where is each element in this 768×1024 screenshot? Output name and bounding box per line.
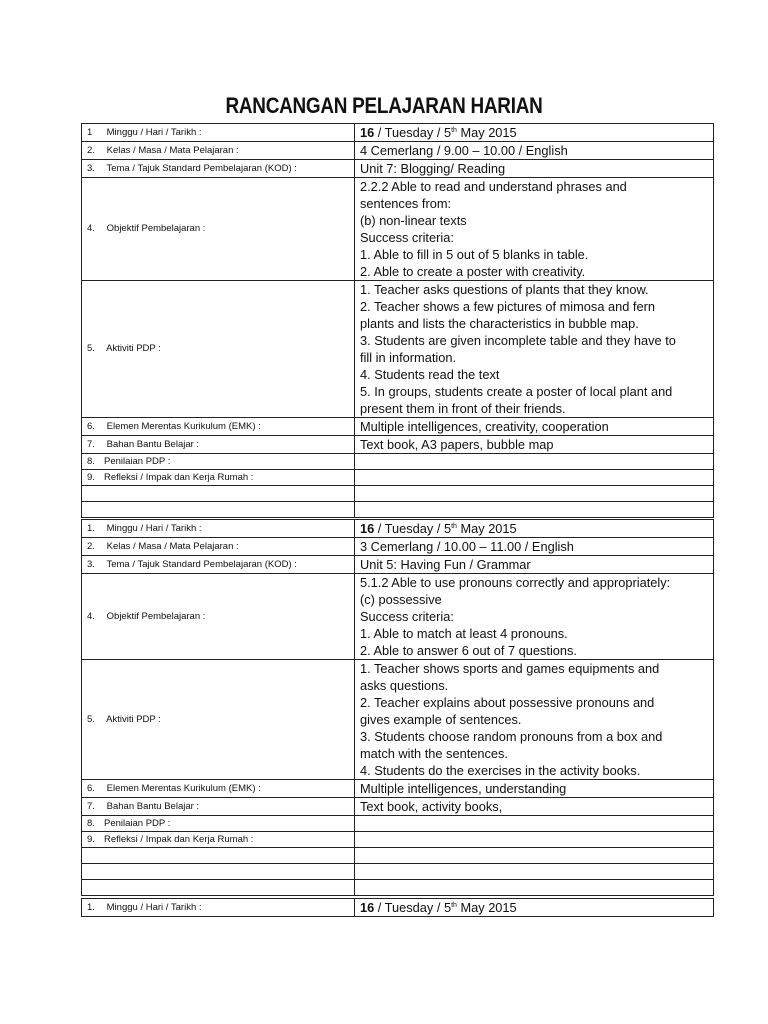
label-number: 1.: [87, 901, 95, 913]
label-text: Kelas / Masa / Mata Pelajaran :: [106, 540, 239, 552]
value-class-time-subject: 3 Cemerlang / 10.00 – 11.00 / English: [355, 538, 714, 556]
blank-cell: [355, 864, 714, 880]
label-emk: [82, 780, 355, 798]
label-text: Minggu / Hari / Tarikh :: [106, 126, 202, 138]
label-text: Aktiviti PDP :: [106, 343, 161, 354]
value-theme-standard: Unit 7: Blogging/ Reading: [355, 160, 714, 178]
objective-line: (c) possessive: [360, 592, 442, 607]
label-number: 5.: [87, 713, 95, 725]
value-reflection: [355, 470, 714, 486]
label-text: Bahan Bantu Belajar :: [106, 438, 200, 450]
value-week-day-date: [355, 124, 714, 142]
label-text: Refleksi / Impak dan Kerja Rumah :: [104, 833, 254, 845]
label-reflection: [82, 832, 355, 848]
objective-line: (b) non-linear texts: [360, 213, 467, 228]
label-number: 6.: [87, 420, 95, 432]
date-suffix: th: [451, 523, 457, 530]
label-text: Penilaian PDP :: [104, 455, 171, 467]
label-number: 8.: [87, 817, 95, 829]
label-text: Kelas / Masa / Mata Pelajaran :: [106, 144, 239, 156]
label-assessment: [82, 454, 355, 470]
date-suffix: th: [451, 127, 457, 134]
value-objectives: [355, 178, 714, 281]
objective-line: 1. Able to match at least 4 pronouns.: [360, 626, 568, 641]
value-activities: [355, 281, 714, 418]
objective-line: Success criteria:: [360, 609, 454, 624]
label-text: Tema / Tajuk Standard Pembelajaran (KOD) :: [106, 558, 297, 570]
label-number: 1: [87, 126, 93, 138]
label-number: 5.: [87, 343, 95, 354]
label-number: 7.: [87, 800, 95, 812]
label-text: Objektif Pembelajaran :: [106, 610, 206, 622]
label-number: 4.: [87, 223, 95, 234]
value-emk: Multiple intelligences, creativity, cooperation: [355, 418, 714, 436]
label-objectives: [82, 178, 355, 281]
date-text: / Tuesday / 5: [374, 900, 452, 915]
objective-line: 2. Able to create a poster with creativity.: [360, 264, 586, 279]
lesson-plan-table-1: [81, 123, 714, 518]
label-objectives: [82, 574, 355, 660]
objective-line: 2.2.2 Able to read and understand phrases and: [360, 179, 627, 194]
value-week-day-date: [355, 520, 714, 538]
blank-cell: [82, 880, 355, 896]
label-number: 9.: [87, 833, 95, 845]
label-assessment: [82, 816, 355, 832]
label-emk: [82, 418, 355, 436]
activity-line: gives example of sentences.: [360, 712, 522, 727]
objective-line: 5.1.2 Able to use pronouns correctly and appropriately:: [360, 575, 671, 590]
label-number: 3.: [87, 558, 95, 570]
label-week-day-date: [82, 520, 355, 538]
objective-line: sentences from:: [360, 196, 452, 211]
label-teaching-aids: [82, 798, 355, 816]
label-text: Elemen Merentas Kurikulum (EMK) :: [106, 782, 261, 794]
value-teaching-aids: Text book, A3 papers, bubble map: [355, 436, 714, 454]
label-text: Refleksi / Impak dan Kerja Rumah :: [104, 471, 254, 483]
lesson-plan-table-3: [81, 898, 714, 917]
date-suffix: th: [451, 902, 457, 909]
blank-cell: [82, 502, 355, 518]
label-number: 2.: [87, 144, 95, 156]
week-number: 16: [360, 125, 375, 140]
activity-line: 2. Teacher shows a few pictures of mimosa and fern: [360, 299, 655, 314]
page-title: RANCANGAN PELAJARAN HARIAN: [225, 93, 543, 118]
label-text: Elemen Merentas Kurikulum (EMK) :: [106, 420, 261, 432]
label-theme-standard: [82, 160, 355, 178]
activity-line: plants and lists the characteristics in bubble map.: [360, 316, 639, 331]
value-assessment: [355, 816, 714, 832]
label-text: Minggu / Hari / Tarikh :: [106, 522, 202, 534]
activity-line: 4. Students read the text: [360, 367, 500, 382]
value-activities: [355, 660, 714, 780]
value-objectives: [355, 574, 714, 660]
value-emk: Multiple intelligences, understanding: [355, 780, 714, 798]
date-month-year: May 2015: [456, 125, 517, 140]
label-class-time-subject: [82, 142, 355, 160]
label-activities: [82, 660, 355, 780]
label-text: Aktiviti PDP :: [106, 713, 161, 725]
label-number: 1.: [87, 522, 95, 534]
label-week-day-date: [82, 124, 355, 142]
activity-line: 4. Students do the exercises in the activity books.: [360, 763, 641, 778]
label-number: 6.: [87, 782, 95, 794]
activity-line: asks questions.: [360, 678, 449, 693]
activity-line: 5. In groups, students create a poster of local plant and: [360, 384, 673, 399]
week-number: 16: [360, 521, 375, 536]
activity-line: 1. Teacher asks questions of plants that they know.: [360, 282, 649, 297]
activity-line: 1. Teacher shows sports and games equipments and: [360, 661, 660, 676]
date-month-year: May 2015: [456, 521, 517, 536]
blank-cell: [355, 502, 714, 518]
activity-line: 2. Teacher explains about possessive pronouns and: [360, 695, 655, 710]
value-theme-standard: Unit 5: Having Fun / Grammar: [355, 556, 714, 574]
blank-cell: [355, 880, 714, 896]
value-teaching-aids: Text book, activity books,: [355, 798, 714, 816]
label-activities: [82, 281, 355, 418]
activity-line: 3. Students choose random pronouns from a box and: [360, 729, 663, 744]
blank-cell: [82, 848, 355, 864]
label-teaching-aids: [82, 436, 355, 454]
blank-cell: [82, 486, 355, 502]
objective-line: 2. Able to answer 6 out of 7 questions.: [360, 643, 577, 658]
value-week-day-date: [355, 899, 714, 917]
label-number: 3.: [87, 162, 95, 174]
blank-cell: [82, 864, 355, 880]
activity-line: 3. Students are given incomplete table and they have to: [360, 333, 676, 348]
date-text: / Tuesday / 5: [374, 125, 452, 140]
activity-line: fill in information.: [360, 350, 457, 365]
activity-line: present them in front of their friends.: [360, 401, 566, 416]
blank-cell: [355, 486, 714, 502]
objective-line: 1. Able to fill in 5 out of 5 blanks in table.: [360, 247, 589, 262]
value-assessment: [355, 454, 714, 470]
label-theme-standard: [82, 556, 355, 574]
activity-line: match with the sentences.: [360, 746, 508, 761]
label-text: Minggu / Hari / Tarikh :: [106, 901, 202, 913]
label-number: 2.: [87, 540, 95, 552]
label-week-day-date: [82, 899, 355, 917]
label-text: Objektif Pembelajaran :: [106, 223, 206, 234]
label-number: 8.: [87, 455, 95, 467]
label-number: 4.: [87, 610, 95, 622]
label-text: Bahan Bantu Belajar :: [106, 800, 200, 812]
value-reflection: [355, 832, 714, 848]
date-month-year: May 2015: [456, 900, 517, 915]
week-number: 16: [360, 900, 375, 915]
date-text: / Tuesday / 5: [374, 521, 452, 536]
label-text: Tema / Tajuk Standard Pembelajaran (KOD) :: [106, 162, 297, 174]
label-reflection: [82, 470, 355, 486]
label-class-time-subject: [82, 538, 355, 556]
lesson-plan-table-2: [81, 519, 714, 896]
blank-cell: [355, 848, 714, 864]
objective-line: Success criteria:: [360, 230, 454, 245]
label-number: 7.: [87, 438, 95, 450]
value-class-time-subject: 4 Cemerlang / 9.00 – 10.00 / English: [355, 142, 714, 160]
label-number: 9.: [87, 471, 95, 483]
label-text: Penilaian PDP :: [104, 817, 171, 829]
